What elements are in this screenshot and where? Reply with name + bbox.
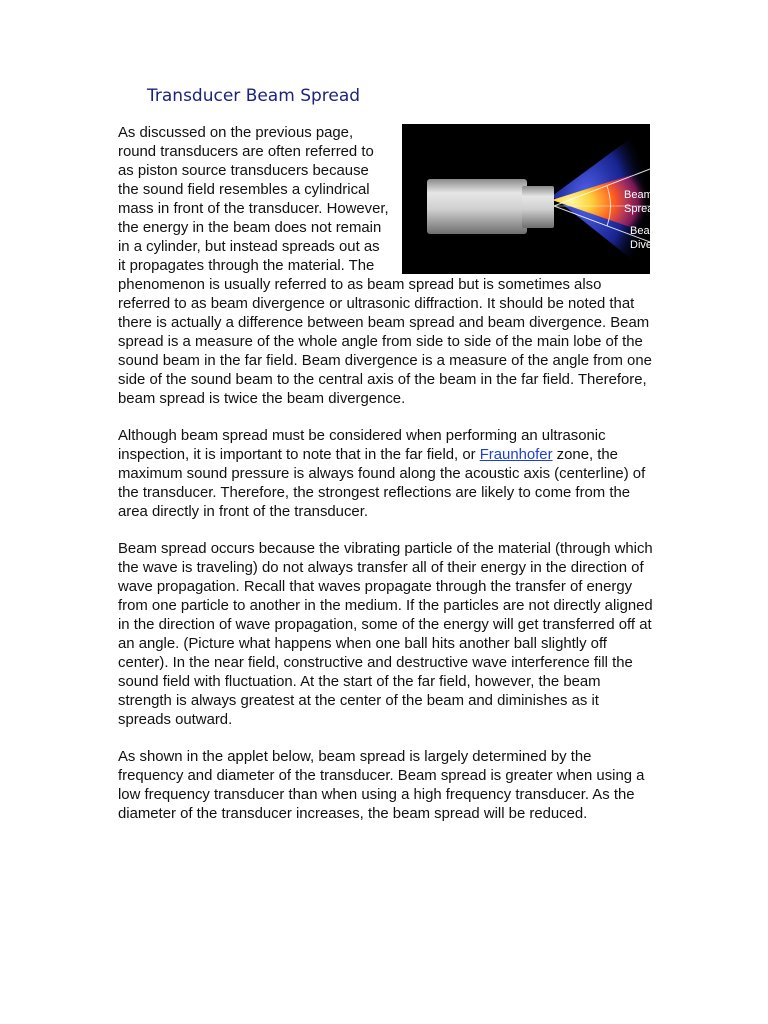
figure-label-beam-2: Beam [630,225,659,237]
fraunhofer-link[interactable]: Fraunhofer [479,447,553,463]
page-title: Transducer Beam Spread [147,86,361,106]
beam-spread-figure [402,124,686,274]
transducer-body-shape [427,179,527,234]
transducer-nose-shape [522,186,554,228]
figure-label-spread: Spread [624,203,660,215]
paragraph-intro [118,124,686,409]
paragraph-far-field-end: zone, the maximum sound pressure is always found along the acoustic axis (centerline) of the transducer. Therefore, the strongest reflections are likely to come from the area directly in front of the transducer. [118,447,646,520]
article-body [118,124,686,842]
paragraph-far-field-start: Although beam spread must be considered when performing an ultrasonic inspection, it is important to note that in the far field, or [118,428,606,463]
paragraph-cause: Beam spread occurs because the vibrating particle of the material (through which the wave is traveling) do not always transfer all of their energy in the direction of wave propagation. Recall that waves propagate through the transfer of energy from one particle to another in the medium. If the particles are not directly aligned in the direction of wave propagation, some of the energy will get transferred off at an angle. (Picture what happens when one ball hits another ball slightly off center). In the near field, constructive and destructive wave interference fill the sound field with fluctuation. At the start of the far field, however, the beam strength is always greatest at the center of the beam and diminishes as it spreads outward. [118,541,653,728]
paragraph-frequency: As shown in the applet below, beam spread is largely determined by the frequency and diameter of the transducer. Beam spread is greater when using a low frequency transducer than when using a high frequency transducer. As the diameter of the transducer increases, the beam spread will be reduced. [118,749,645,822]
figure-label-divergence: Divergence [630,239,686,251]
paragraph-far-field [118,427,653,522]
paragraph-intro-text: As discussed on the previous page, round transducers are often referred to as piston source transducers because the sound field resembles a cylindrical mass in front of the transducer. However, the energy in the beam does not remain in a cylinder, but instead spreads out as it propagates through the material. The phenomenon is usually referred to as beam spread but is sometimes also referred to as beam divergence or ultrasonic diffraction. It should be noted that there is actually a difference between beam spread and beam divergence. Beam spread is a measure of the whole angle from side to side of the main lobe of the sound beam in the far field. Beam divergence is a measure of the angle from one side of the sound beam to the central axis of the beam in the far field. Therefore, beam spread is twice the beam divergence. [118,125,652,407]
figure-label-beam: Beam [624,189,653,201]
